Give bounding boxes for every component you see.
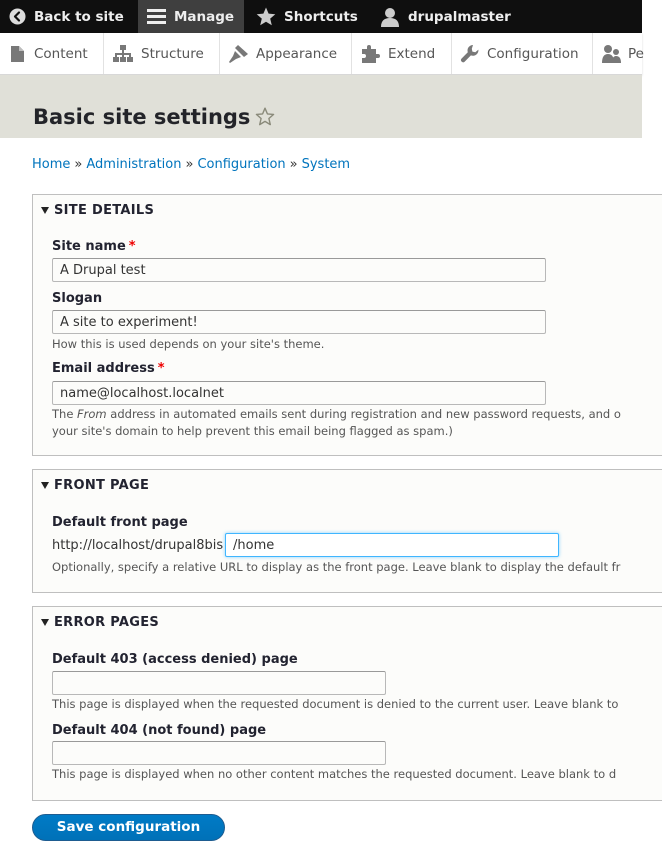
front-page-toggle[interactable] <box>41 478 149 493</box>
hamburger-menu-icon <box>147 9 166 24</box>
site-details-fieldset <box>32 194 662 456</box>
tray-item-appearance[interactable] <box>220 33 352 74</box>
shortcuts-label: Shortcuts <box>284 8 358 25</box>
tray-item-structure[interactable] <box>104 33 220 74</box>
collapse-triangle-icon <box>41 207 49 214</box>
back-arrow-icon <box>9 8 26 25</box>
user-tab[interactable] <box>378 0 528 33</box>
admin-menu-tray <box>0 33 642 75</box>
error-pages-toggle[interactable] <box>41 615 159 630</box>
front-page-label: Default front page <box>52 515 188 530</box>
tray-item-label: Pe <box>628 45 644 62</box>
user-label: drupalmaster <box>408 8 511 25</box>
shortcut-star-icon[interactable] <box>255 107 275 130</box>
email-label <box>52 361 165 376</box>
front-page-url-prefix: http://localhost/drupal8bis <box>52 538 224 553</box>
breadcrumb-separator: » <box>289 157 298 172</box>
error-404-label: Default 404 (not found) page <box>52 723 267 738</box>
front-page-fieldset <box>32 469 662 593</box>
tray-item-label: Configuration <box>487 45 579 62</box>
site-name-label-text: Site name <box>52 239 126 254</box>
breadcrumb <box>32 157 350 172</box>
breadcrumb-separator: » <box>74 157 83 172</box>
error-404-input[interactable] <box>52 741 386 765</box>
slogan-label: Slogan <box>52 291 103 306</box>
site-details-toggle[interactable] <box>41 203 154 218</box>
puzzle-icon <box>360 45 380 63</box>
error-pages-fieldset <box>32 606 662 801</box>
email-input[interactable] <box>52 381 546 405</box>
front-page-description: Optionally, specify a relative URL to display as the front page. Leave blank to display the default fr <box>52 560 621 574</box>
email-desc-line2: your site's domain to help prevent this email being flagged as spam.) <box>52 424 453 438</box>
page-title: Basic site settings <box>33 105 251 129</box>
tray-item-label: Content <box>34 45 88 62</box>
front-page-input[interactable] <box>225 533 559 557</box>
tray-item-label: Appearance <box>256 45 338 62</box>
breadcrumb-system[interactable]: System <box>301 157 351 172</box>
slogan-description: How this is used depends on your site's theme. <box>52 337 325 351</box>
tray-item-content[interactable] <box>0 33 104 74</box>
tray-item-label: Extend <box>388 45 436 62</box>
breadcrumb-separator: » <box>185 157 194 172</box>
slogan-input[interactable] <box>52 310 546 334</box>
email-desc-em: From <box>77 407 107 421</box>
error-pages-legend: ERROR PAGES <box>54 615 160 630</box>
site-details-legend: SITE DETAILS <box>54 203 155 218</box>
error-403-description: This page is displayed when the requested document is denied to the current user. Leave blank to <box>52 697 619 711</box>
breadcrumb-home[interactable]: Home <box>32 157 71 172</box>
email-desc-post: address in automated emails sent during registration and new password requests, and o <box>106 407 621 421</box>
manage-tab[interactable] <box>138 0 244 33</box>
site-name-label <box>52 239 136 254</box>
collapse-triangle-icon <box>41 619 49 626</box>
error-404-description: This page is displayed when no other content matches the requested document. Leave blank to d <box>52 767 617 781</box>
tray-item-extend[interactable] <box>352 33 452 74</box>
breadcrumb-configuration[interactable]: Configuration <box>197 157 286 172</box>
star-icon <box>256 7 276 26</box>
collapse-triangle-icon <box>41 482 49 489</box>
required-marker: * <box>157 361 165 376</box>
save-configuration-button[interactable]: Save configuration <box>32 814 225 841</box>
wrench-icon <box>461 45 479 63</box>
back-to-site-link[interactable] <box>0 0 138 33</box>
front-page-legend: FRONT PAGE <box>54 478 150 493</box>
admin-toolbar <box>0 0 642 33</box>
manage-label: Manage <box>174 8 235 25</box>
back-to-site-label: Back to site <box>34 8 124 25</box>
site-name-input[interactable] <box>52 258 546 282</box>
user-icon <box>380 7 400 27</box>
required-marker: * <box>128 239 136 254</box>
tray-item-label: Structure <box>141 45 204 62</box>
tray-item-configuration[interactable] <box>452 33 593 74</box>
paintbrush-icon <box>229 45 248 63</box>
email-desc-pre: The <box>52 407 78 421</box>
file-icon <box>11 46 24 62</box>
error-403-label: Default 403 (access denied) page <box>52 652 298 667</box>
people-icon <box>602 45 622 63</box>
tray-item-people[interactable] <box>593 33 653 74</box>
email-label-text: Email address <box>52 361 155 376</box>
breadcrumb-administration[interactable]: Administration <box>86 157 182 172</box>
shortcuts-tab[interactable] <box>252 0 372 33</box>
error-403-input[interactable] <box>52 671 386 695</box>
email-description <box>52 406 621 440</box>
sitemap-icon <box>113 45 133 62</box>
